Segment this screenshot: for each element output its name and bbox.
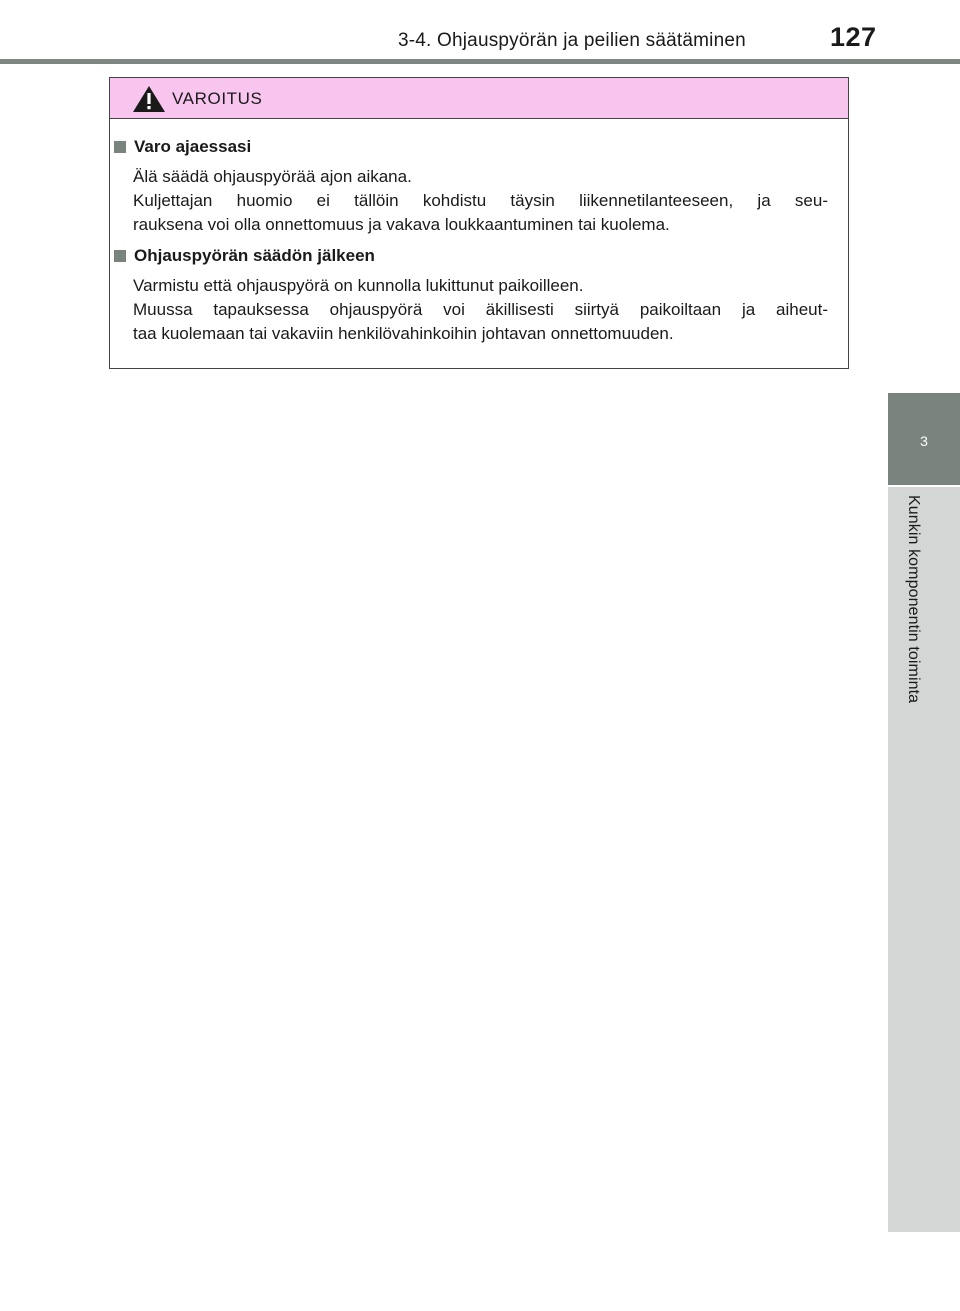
- page-header: [0, 0, 960, 60]
- section-heading-text: Varo ajaessasi: [134, 137, 252, 156]
- paragraph-line: taa kuolemaan tai vakaviin henkilövahinkoihin johtavan onnettomuuden.: [133, 324, 674, 343]
- section-title: 3-4. Ohjauspyörän ja peilien säätäminen: [398, 30, 746, 51]
- square-bullet-icon: [114, 141, 126, 153]
- chapter-tab: [888, 393, 960, 485]
- page-number: 127: [830, 22, 877, 52]
- paragraph-line: rauksena voi olla onnettomuus ja vakava loukkaantuminen tai kuolema.: [133, 215, 670, 234]
- chapter-number: 3: [920, 433, 928, 449]
- section-paragraph: [133, 165, 828, 237]
- section-heading: [114, 137, 251, 157]
- chapter-strip: [888, 487, 960, 1232]
- warning-triangle-icon: [132, 85, 166, 113]
- paragraph-line: Varmistu että ohjauspyörä on kunnolla lukittunut paikoilleen.: [133, 276, 584, 295]
- paragraph-line: Älä säädä ohjauspyörää ajon aikana.: [133, 167, 412, 186]
- header-divider: [0, 59, 960, 64]
- section-heading: [114, 246, 375, 266]
- section-paragraph: [133, 274, 828, 346]
- warning-box: [109, 77, 849, 369]
- square-bullet-icon: [114, 250, 126, 262]
- paragraph-line: Muussa tapauksessa ohjauspyörä voi äkillisesti siirtyä paikoiltaan ja aiheut-: [133, 300, 828, 319]
- warning-title: VAROITUS: [172, 89, 263, 108]
- warning-header: [110, 78, 848, 119]
- chapter-title: Kunkin komponentin toiminta: [905, 495, 922, 704]
- paragraph-line: Kuljettajan huomio ei tällöin kohdistu täysin liikennetilanteeseen, ja seu-: [133, 191, 828, 210]
- section-heading-text: Ohjauspyörän säädön jälkeen: [134, 246, 375, 265]
